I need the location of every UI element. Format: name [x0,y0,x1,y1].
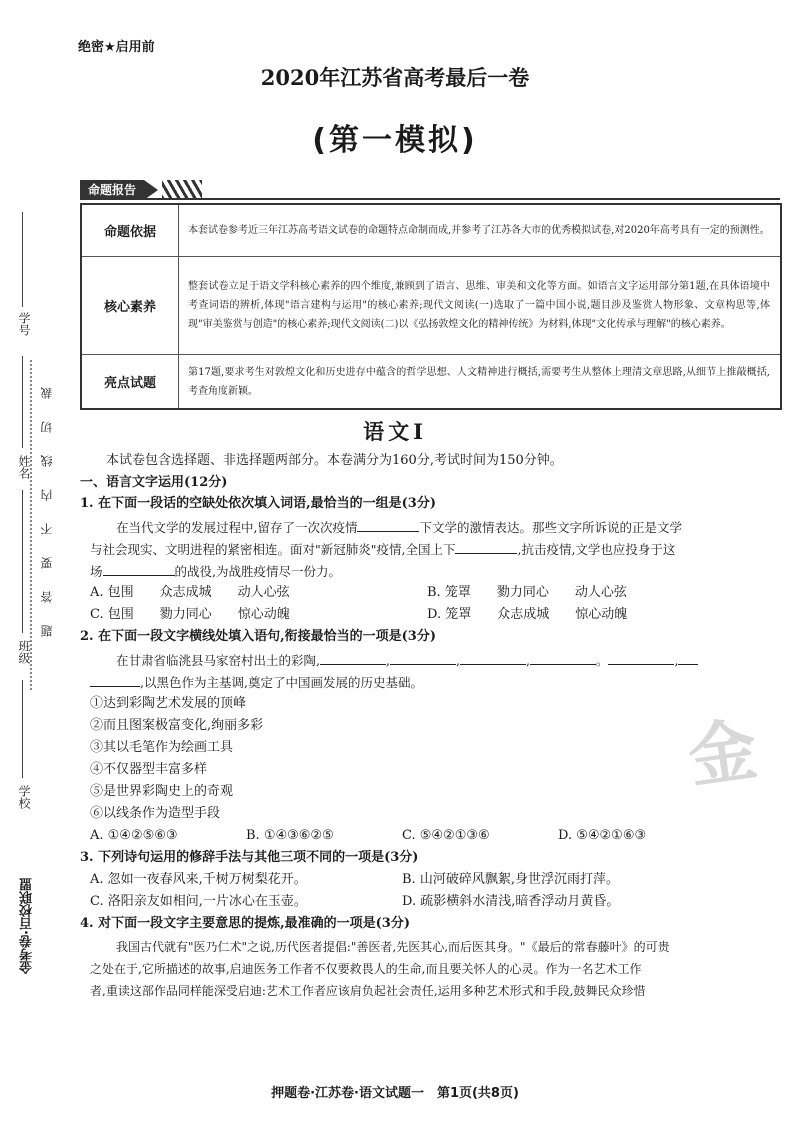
q2-item: ①达到彩陶艺术发展的顶峰 [90,696,247,711]
blank [530,650,596,665]
sidebar-banji: 班级 [17,640,31,664]
opt-part: B. 笼罩 [427,585,471,600]
part1-heading: 一、语言文字运用(12分) [80,475,228,490]
blank [455,539,517,554]
q2-passage-line: 在甘肃省临洮县马家窑村出土的彩陶, , , , 。 , [90,650,790,671]
opt-part: 众志成城 [497,607,550,622]
report-row-text: 整套试卷立足于语文学科核心素养的四个维度,兼顾到了语言、思维、审美和文化等方面。如语言文字运用部分第1题,在具体语境中考查词语的辨析,体现"语言建构与运用"的核心素养;现代文阅读(一)选取了一篇中国小说,题目涉及鉴赏人物形象、文章构思等,体现"审美鉴赏与创造"的核心素养;现代文阅读(二)以《弘扬敦煌文化的精神传统》为材料,体现"文化传承与理解"的核心素养。 [188,281,770,330]
binding-cut-line [30,360,32,690]
q1-text: 在当代文学的发展过程中,留存了一次次疫情 [116,520,358,535]
q4-stem: 4. 对下面一段文字主要意思的提炼,最准确的一项是(3分) [80,916,410,931]
q2-option-c: C. ⑤④②①③⑥ [402,828,490,843]
opt-part: 惊心动魄 [575,607,628,622]
report-row-text-wrap [188,205,770,256]
report-row [82,205,780,257]
q2-stem: 2. 在下面一段文字横线处填入语句,衔接最恰当的一项是(3分) [80,629,436,644]
q3-option-d: D. 疏影横斜水清浅,暗香浮动月黄昏。 [402,894,620,909]
q1-option-d [427,605,627,625]
intro-text: 本试卷包含选择题、非选择题两部分。本卷满分为160分,考试时间为150分钟。 [106,453,563,468]
q1-text: 场 [90,564,103,579]
report-row-text: 第17题,要求考生对敦煌文化和历史进存中蕴含的哲学思想、人文精神进行概括,需要考生从整体上理清文章思路,从细节上推敲概括,考查角度新颖。 [188,366,770,397]
sidebar-xuexiao: 学校 [17,785,31,809]
brand-label: 金考卷·百校联盟 [20,878,35,974]
blank [460,650,526,665]
opt-part: 动人心弦 [574,585,627,600]
xuehao-line [22,212,23,307]
blank [103,561,175,576]
q1-passage-line [90,539,780,560]
opt-part: 勠力同心 [496,585,549,600]
opt-part: 众志成城 [159,585,212,600]
sidebar-xuehao: 学号 [17,312,31,336]
q2-item: ⑤是世界彩陶史上的奇观 [90,784,234,799]
q4-passage-line: 之处在于,它所描述的故事,启迪医务工作者不仅要救畏人的生命,而且要关怀人的心灵。作为一名艺术工作 [90,962,642,976]
header-rule [144,198,780,200]
q2-option-a: A. ①④②⑤⑥③ [90,828,178,843]
opt-part: A. 包围 [90,585,134,600]
q2-item: ④不仅器型丰富多样 [90,762,208,777]
report-row-text: 本套试卷参考近三年江苏高考语文试卷的命题特点命制而成,并参考了江苏各大市的优秀模拟试卷,对2020年高考具有一定的预测性。 [188,225,770,236]
q1-stem: 1. 在下面一段话的空缺处依次填入词语,最恰当的一组是(3分) [80,496,436,511]
q1-text: ,抗击疫情,文学也应投身于这 [517,542,676,557]
confidential-label: 绝密★启用前 [78,40,155,55]
q1-option-a [90,583,290,603]
q1-text: 与社会现实、文明进程的紧密相连。面对"新冠肺炎"疫情,全国上下 [90,542,456,557]
q2-item: ②而且图案极富变化,绚丽多彩 [90,718,264,733]
q1-passage-line [90,561,780,582]
exam-subtitle: (第一模拟) [312,123,478,158]
q3-stem: 3. 下列诗句运用的修辞手法与其他三项不同的一项是(3分) [80,850,419,865]
exam-title: 2020年江苏省高考最后一卷 [260,65,530,90]
report-row-text-wrap [188,257,770,354]
q2-item: ③其以毛笔作为绘画工具 [90,740,234,755]
report-header [80,178,780,202]
q1-text: 的战役,为战胜疫情尽一份力。 [174,564,341,579]
q4-passage-line: 我国古代就有"医乃仁术"之说,历代医者提倡:"善医者,先医其心,而后医其身。"《最后的常春藤叶》的可贵 [116,940,670,954]
report-row-label: 命题依据 [82,205,179,256]
q3-option-a: A. 忽如一夜春风来,千树万树梨花开。 [90,872,307,887]
q2-option-b: B. ①④③⑥②⑤ [246,828,334,843]
opt-part: 惊心动魄 [237,607,290,622]
blank [678,650,698,665]
report-row-label: 亮点试题 [82,355,179,408]
watermark-logo: 金 [683,709,763,799]
intro [90,451,790,471]
blank [390,650,456,665]
blank [320,650,386,665]
q2-option-d: D. ⑤④②①⑥③ [558,828,647,843]
opt-part: 动人心弦 [237,585,290,600]
report-row-label: 核心素养 [82,257,179,354]
opt-part: 勠力同心 [159,607,212,622]
blank [90,672,140,687]
blank [608,650,674,665]
section-title: 语文Ⅰ [363,419,427,444]
q2-passage-line [90,672,780,693]
page-footer: 押题卷·江苏卷·语文试题一 第1页(共8页) [271,1086,519,1101]
q2-text: ,以黑色作为主基调,奠定了中国画发展的历史基础。 [140,675,423,690]
sidebar-xingming: 姓名 [17,455,31,479]
xuexiao-line [22,680,23,778]
blank [357,517,419,532]
q2-text: 在甘肃省临洮县马家窑村出土的彩陶, [116,653,320,668]
q2-item: ⑥以线条作为造型手段 [90,806,221,821]
q1-text: 下文学的激情表达。那些文字所诉说的正是文学 [419,520,682,535]
report-row-text-wrap [188,355,770,408]
opt-part: C. 包围 [90,607,134,622]
stripe-decoration [162,180,202,200]
report-heading: 命题报告 [80,180,144,200]
report-row [82,355,780,408]
q3-option-c: C. 洛阳亲友如相问,一片冰心在玉壶。 [90,894,307,909]
report-row [82,257,780,355]
exam-notice: 题答要不内线切裁 [40,365,54,637]
q1-option-c [90,605,290,625]
opt-part: D. 笼罩 [427,607,472,622]
q4-passage-line: 者,重读这部作品同样能深受启迪:艺术工作者应该肩负起社会责任,运用多种艺术形式和手段,鼓舞民众珍惜 [90,984,646,998]
banji-line [22,490,23,633]
report-table [80,203,782,410]
q1-passage-line [90,517,790,538]
q3-option-b: B. 山河破碎风飘絮,身世浮沉雨打萍。 [402,872,619,887]
q1-option-b [427,583,627,603]
